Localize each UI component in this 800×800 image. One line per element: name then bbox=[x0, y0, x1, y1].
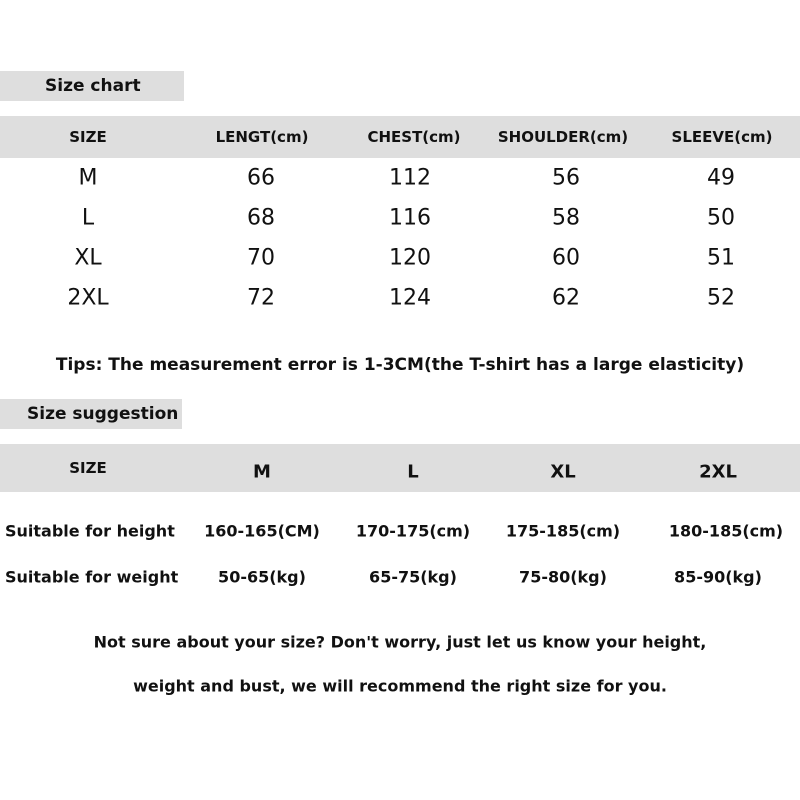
weight-value: 75-80(kg) bbox=[519, 567, 607, 587]
height-row-label: Suitable for height bbox=[5, 521, 175, 541]
header-size: SIZE bbox=[69, 128, 107, 146]
table-cell: 70 bbox=[247, 245, 275, 271]
size-help-note-line1: Not sure about your size? Don't worry, just let us know your height, bbox=[93, 632, 707, 652]
height-value: 170-175(cm) bbox=[355, 521, 471, 541]
table-cell: 56 bbox=[552, 165, 580, 191]
height-value: 180-185(cm) bbox=[668, 521, 784, 541]
table-cell: 124 bbox=[389, 285, 431, 311]
table-cell: L bbox=[81, 205, 95, 231]
suggestion-header-2xl: 2XL bbox=[699, 461, 737, 483]
weight-value: 85-90(kg) bbox=[674, 567, 762, 587]
header-length: LENGT(cm) bbox=[215, 128, 309, 146]
table-cell: 50 bbox=[707, 205, 735, 231]
table-cell: M bbox=[78, 165, 98, 191]
suggestion-header-xl: XL bbox=[550, 461, 576, 483]
table-cell: 49 bbox=[707, 165, 735, 191]
weight-value: 50-65(kg) bbox=[218, 567, 306, 587]
size-suggestion-label: Size suggestion bbox=[0, 399, 182, 429]
table-cell: 51 bbox=[707, 245, 735, 271]
size-help-note-line2: weight and bust, we will recommend the right size for you. bbox=[133, 676, 667, 696]
table-cell: 58 bbox=[552, 205, 580, 231]
table-cell: XL bbox=[74, 245, 102, 271]
weight-value: 65-75(kg) bbox=[369, 567, 457, 587]
table-cell: 60 bbox=[552, 245, 580, 271]
header-shoulder: SHOULDER(cm) bbox=[497, 128, 629, 146]
table-cell: 112 bbox=[389, 165, 431, 191]
suggestion-header-l: L bbox=[407, 461, 419, 483]
table-cell: 68 bbox=[247, 205, 275, 231]
height-value: 160-165(CM) bbox=[204, 521, 320, 541]
size-suggestion-header-band bbox=[0, 444, 800, 492]
header-sleeve: SLEEVE(cm) bbox=[671, 128, 773, 146]
weight-row-label: Suitable for weight bbox=[5, 567, 179, 587]
header-chest: CHEST(cm) bbox=[367, 128, 461, 146]
suggestion-header-size: SIZE bbox=[69, 459, 107, 477]
size-chart-label: Size chart bbox=[0, 71, 184, 101]
height-value: 175-185(cm) bbox=[505, 521, 621, 541]
table-cell: 116 bbox=[389, 205, 431, 231]
measurement-tip: Tips: The measurement error is 1-3CM(the T-shirt has a large elasticity) bbox=[55, 355, 745, 375]
suggestion-header-m: M bbox=[253, 461, 271, 483]
table-cell: 66 bbox=[247, 165, 275, 191]
table-cell: 72 bbox=[247, 285, 275, 311]
table-cell: 52 bbox=[707, 285, 735, 311]
table-cell: 120 bbox=[389, 245, 431, 271]
table-cell: 62 bbox=[552, 285, 580, 311]
table-cell: 2XL bbox=[67, 285, 109, 311]
